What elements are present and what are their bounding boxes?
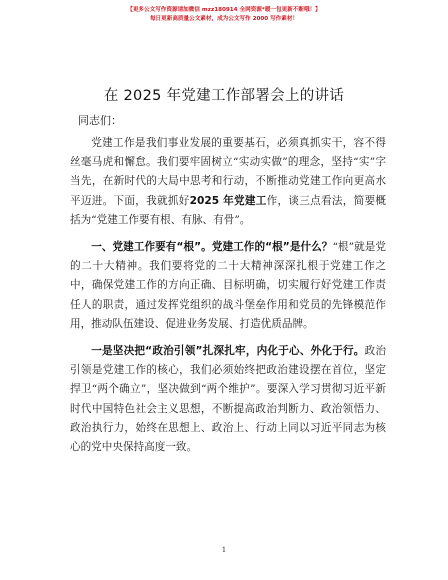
paragraph-section-1 <box>70 238 386 334</box>
paragraph-intro-text-end: 作，谈三点看法，简要概括为“党建工作要有根、有脉、有骨”。 <box>70 194 386 226</box>
salutation: 同志们： <box>78 114 122 127</box>
point-1-heading: 一是坚决把“政治引领”扎深扎牢，内化于心、外化于行。 <box>91 345 365 358</box>
section-1-heading: 一、党建工作要有“根”。党建工作的“根”是什么？ <box>91 241 333 254</box>
document-body <box>70 134 386 465</box>
page-number: 1 <box>221 546 227 554</box>
paragraph-intro-text: 党建工作是我们事业发展的重要基石，必须真抓实干，容不得丝毫马虎和懈怠。我们要牢固树立“实动实做”的理念，坚持“实”字当先，在新时代的大局中思考和行动，不断推动党建工作向更高水平迈进。下面，我就抓好 <box>70 137 386 207</box>
paragraph-intro-emphasis: 2025 年党建工 <box>189 194 267 207</box>
promo-banner-line-2: 每日更新高质量公文素材，成为公文写作 2000 写作素材！ <box>149 16 299 22</box>
document-title: 在 2025 年党建工作部署会上的讲话 <box>103 88 345 104</box>
paragraph-intro <box>70 134 386 230</box>
promo-banner <box>0 6 448 24</box>
promo-banner-line-1: 【更多公文写作资源请加微信 mzz180914 全网资源*暖一包更新不断哦！】 <box>127 7 321 13</box>
paragraph-point-1 <box>70 342 386 457</box>
section-1-text: “根”就是党的二十大精神。我们要将党的二十大精神深深扎根于党建工作之中，确保党建工作的方向正确、目标明确，切实履行好党建工作责任人的职责，通过发挥党组织的战斗堡垒作用和党员的先锋模范作用，推动队伍建设、促进业务发展、打造优质品牌。 <box>70 241 386 330</box>
point-1-text: 政治引领是党建工作的核心，我们必须始终把政治建设摆在首位，坚定捍卫“两个确立”，坚决做到“两个维护”。要深入学习贯彻习近平新时代中国特色社会主义思想，不断提高政治判断力、政治领悟力、政治执行力，始终在思想上、政治上、行动上同以习近平同志为核心的党中央保持高度一致。 <box>70 345 386 454</box>
